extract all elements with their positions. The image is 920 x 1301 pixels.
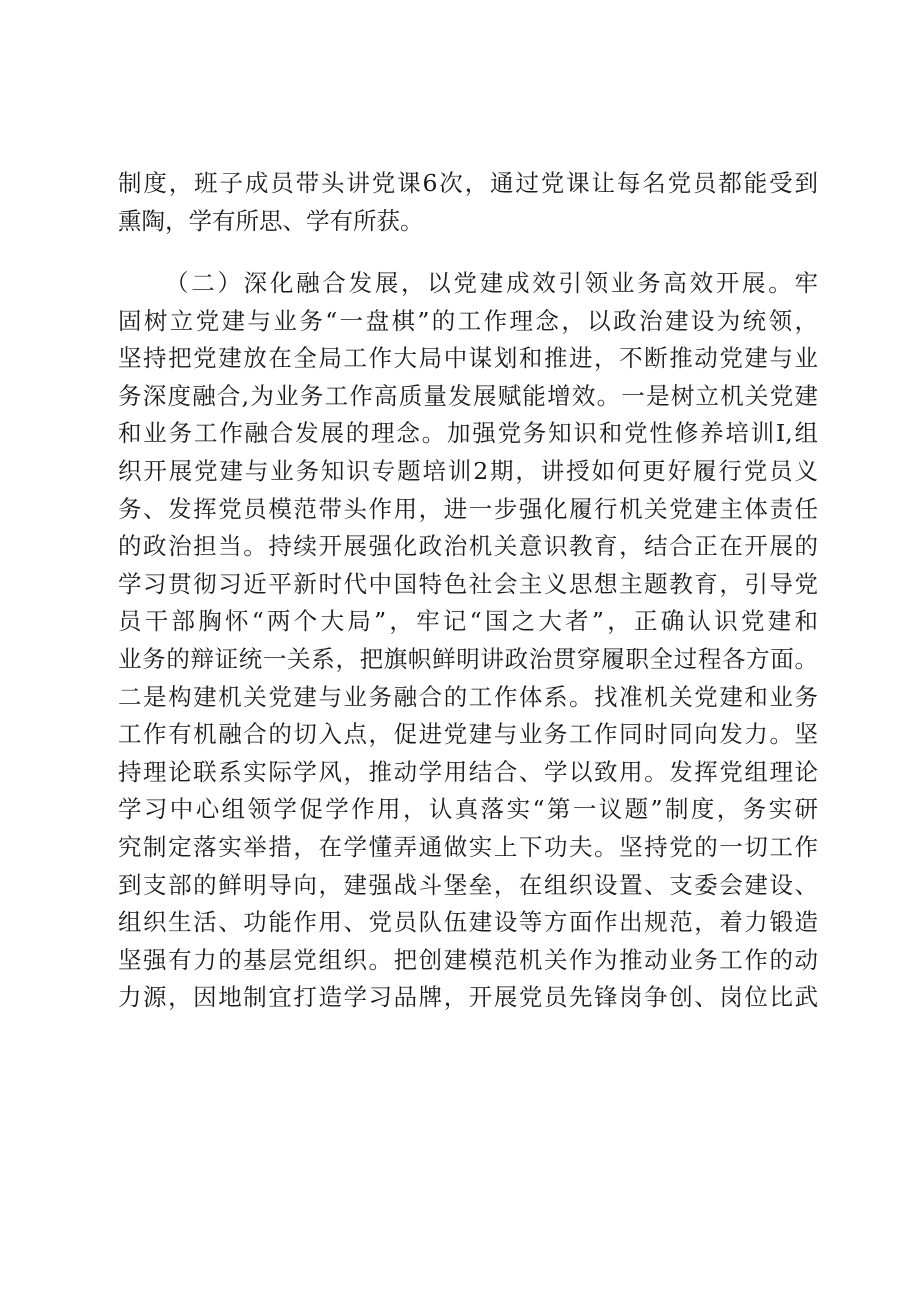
text-line: 工作有机融合的切入点，促进党建与业务工作同时同向发力。坚 xyxy=(118,720,818,749)
text-line: 坚强有力的基层党组织。把创建模范机关作为推动业务工作的动 xyxy=(118,945,818,974)
text-line: 制度，班子成员带头讲党课6次，通过党课让每名党员都能受到 xyxy=(118,169,818,197)
text-line: 织开展党建与业务知识专题培训2期，讲授如何更好履行党员义 xyxy=(118,456,818,485)
text-line: 的政治担当。持续开展强化政治机关意识教育，结合正在开展的 xyxy=(118,532,818,561)
text-line: 力源，因地制宜打造学习品牌，开展党员先锋岗争创、岗位比武 xyxy=(118,983,818,1012)
text-line: 学习中心组领学促学作用，认真落实“第一议题”制度，务实研 xyxy=(118,795,818,824)
text-line: 固树立党建与业务“一盘棋”的工作理念，以政治建设为统领， xyxy=(118,306,818,335)
text-line: 组织生活、功能作用、党员队伍建设等方面作出规范，着力锻造 xyxy=(118,908,818,937)
text-line: 熏陶，学有所思、学有所获。 xyxy=(118,206,424,235)
section-heading-line: （二）深化融合发展，以党建成效引领业务高效开展。牢 xyxy=(165,269,818,297)
text-line: 二是构建机关党建与业务融合的工作体系。找准机关党建和业务 xyxy=(118,682,818,711)
text-line: 持理论联系实际学风，推动学用结合、学以致用。发挥党组理论 xyxy=(118,757,818,786)
text-line: 和业务工作融合发展的理念。加强党务知识和党性修养培训I,组 xyxy=(118,419,818,448)
text-line: 到支部的鲜明导向，建强战斗堡垒，在组织设置、支委会建设、 xyxy=(118,870,818,899)
text-line: 究制定落实举措，在学懂弄通做实上下功夫。坚持党的一切工作 xyxy=(118,832,818,861)
text-line: 务深度融合,为业务工作高质量发展赋能增效。一是树立机关党建 xyxy=(118,381,818,410)
text-line: 务、发挥党员模范带头作用，进一步强化履行机关党建主体责任 xyxy=(118,494,818,523)
paragraph-continuation xyxy=(118,165,818,240)
paragraph-section-two xyxy=(118,265,818,1017)
text-line: 学习贯彻习近平新时代中国特色社会主义思想主题教育，引导党 xyxy=(118,569,818,598)
text-line: 业务的辩证统一关系，把旗帜鲜明讲政治贯穿履职全过程各方面。 xyxy=(118,644,818,673)
text-line: 员干部胸怀“两个大局”，牢记“国之大者”，正确认识党建和 xyxy=(118,607,818,636)
text-line: 坚持把党建放在全局工作大局中谋划和推进，不断推动党建与业 xyxy=(118,344,818,373)
